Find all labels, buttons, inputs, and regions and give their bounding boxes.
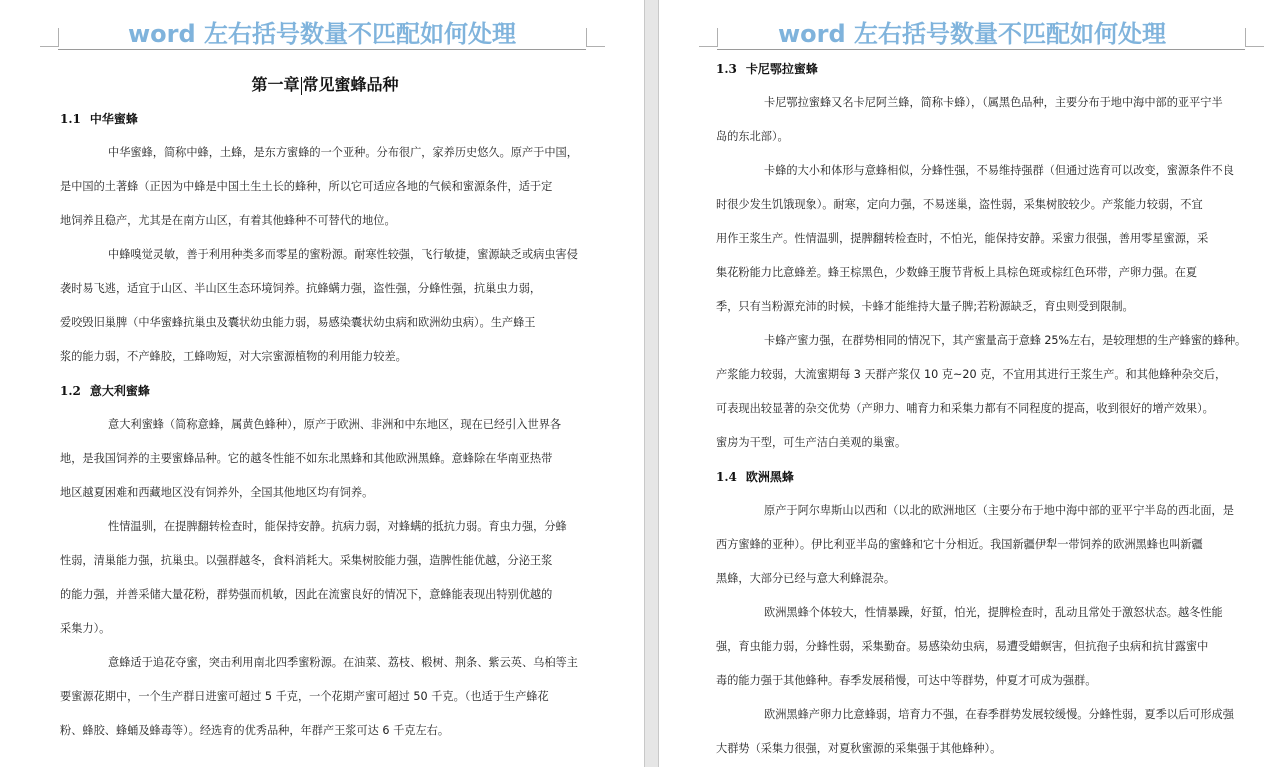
paragraph[interactable] <box>716 494 1246 596</box>
paragraph-line: 意蜂适于追花夺蜜，突击利用南北四季蜜粉源。在油菜、荔枝、椴树、荆条、紫云英、乌桕等主 <box>108 656 578 669</box>
section-number: 1.1 <box>60 112 81 126</box>
header-rule <box>58 49 586 50</box>
section-title: 意大利蜜蜂 <box>89 384 150 398</box>
section-number: 1.4 <box>716 470 737 484</box>
paragraph-line: 产浆能力较弱，大流蜜期每 3 天群产浆仅 10 克~20 克，不宜用其进行王浆生产。和其他蜂种杂交后， <box>716 368 1227 381</box>
paragraph-line: 欧洲黑蜂个体较大，性情暴躁，好蜇，怕光，提脾检查时，乱动且常处于激怒状态。越冬性能 <box>764 606 1223 619</box>
paragraph-line: 性弱，清巢能力强，抗巢虫。以强群越冬，食料消耗大。采集树胶能力强，造脾性能优越，分泌王浆 <box>60 554 553 567</box>
paragraph-line: 卡蜂的大小和体形与意蜂相似，分蜂性强，不易维持强群（但通过选育可以改变，蜜源条件不良 <box>764 164 1234 177</box>
paragraph-line: 要蜜源花期中，一个生产群日进蜜可超过 5 千克，一个花期产蜜可超过 50 千克。（也适于生产蜂花 <box>60 690 549 703</box>
section-heading <box>60 374 590 408</box>
paragraph-line: 大群势（采集力很强，对夏秋蜜源的采集强于其他蜂种）。 <box>716 742 1002 755</box>
paragraph-line: 中华蜜蜂，简称中蜂，土蜂，是东方蜜蜂的一个亚种。分布很广，家养历史悠久。原产于中国， <box>108 146 578 159</box>
crop-mark-top-right <box>1245 28 1264 47</box>
paragraph-line: 中蜂嗅觉灵敏，善于利用种类多而零星的蜜粉源。耐寒性较强，飞行敏捷，蜜源缺乏或病虫害侵 <box>108 248 578 261</box>
paragraph[interactable] <box>60 136 590 238</box>
paragraph-line: 季，只有当粉源充沛的时候，卡蜂才能维持大量子脾;若粉源缺乏，育虫则受到限制。 <box>716 300 1134 313</box>
paragraph[interactable] <box>716 596 1246 698</box>
paragraph-line: 是中国的土著蜂（正因为中蜂是中国土生土长的蜂种，所以它可适应各地的气候和蜜源条件，适于定 <box>60 180 553 193</box>
paragraph-line: 意大利蜜蜂（简称意蜂，属黄色蜂种），原产于欧洲、非洲和中东地区，现在已经引入世界各 <box>108 418 562 431</box>
section-title: 中华蜜蜂 <box>89 112 138 126</box>
chapter-name: 常见蜜蜂品种 <box>302 75 399 94</box>
paragraph[interactable] <box>716 698 1246 766</box>
document-page-right[interactable] <box>659 0 1285 767</box>
section-list <box>60 102 590 748</box>
paragraph-line: 袭时易飞逃，适宜于山区、半山区生态环境饲养。抗蜂螨力强，盗性强，分蜂性强，抗巢虫力弱， <box>60 282 542 295</box>
paragraph[interactable] <box>716 86 1246 154</box>
section-number: 1.3 <box>716 62 737 76</box>
section-title: 欧洲黑蜂 <box>745 470 794 484</box>
paragraph-line: 毒的能力强于其他蜂种。春季发展稍慢，可达中等群势，仲夏才可成为强群。 <box>716 674 1097 687</box>
chapter-title <box>60 68 590 102</box>
paragraph[interactable] <box>60 238 590 374</box>
paragraph-line: 地饲养且稳产，尤其是在南方山区，有着其他蜂种不可替代的地位。 <box>60 214 396 227</box>
section-heading <box>716 460 1246 494</box>
paragraph-line: 地区越夏困难和西藏地区没有饲养外，全国其他地区均有饲养。 <box>60 486 374 499</box>
paragraph-line: 西方蜜蜂的亚种）。伊比利亚半岛的蜜蜂和它十分相近。我国新疆伊犁一带饲养的欧洲黑蜂也叫新疆 <box>716 538 1203 551</box>
paragraph[interactable] <box>60 646 590 748</box>
paragraph-line: 黑蜂，大部分已经与意大利蜂混杂。 <box>716 572 896 585</box>
crop-mark-top-right <box>586 28 605 47</box>
header-rule <box>717 49 1245 50</box>
paragraph[interactable] <box>60 408 590 510</box>
paragraph-line: 性情温驯，在提脾翻转检查时，能保持安静。抗病力弱，对蜂螨的抵抗力弱。育虫力强，分蜂 <box>108 520 567 533</box>
paragraph-line: 时很少发生饥饿现象）。耐寒，定向力强，不易迷巢，盗性弱，采集树胶较少。产浆能力较弱，不宜 <box>716 198 1203 211</box>
paragraph-line: 浆的能力弱，不产蜂胶，工蜂吻短，对大宗蜜源植物的利用能力较差。 <box>60 350 407 363</box>
crop-mark-top-left <box>699 28 718 47</box>
section-list <box>716 52 1246 766</box>
paragraph[interactable] <box>60 510 590 646</box>
text-cursor <box>301 77 302 95</box>
paragraph-line: 地，是我国饲养的主要蜜蜂品种。它的越冬性能不如东北黑蜂和其他欧洲黑蜂。意蜂除在华南亚热带 <box>60 452 553 465</box>
paragraph-line: 粉、蜂胶、蜂蛹及蜂毒等）。经选育的优秀品种，年群产王浆可达 6 千克左右。 <box>60 724 450 737</box>
paragraph-line: 可表现出较显著的杂交优势（产卵力、哺育力和采集力都有不同程度的提高，收到很好的增产效果）。 <box>716 402 1214 415</box>
section-heading <box>60 102 590 136</box>
chapter-number: 第一章 <box>251 75 300 94</box>
page-body[interactable] <box>716 52 1246 766</box>
paragraph-line: 爱咬毁旧巢脾（中华蜜蜂抗巢虫及囊状幼虫能力弱，易感染囊状幼虫病和欧洲幼虫病）。生产蜂王 <box>60 316 536 329</box>
section-number: 1.2 <box>60 384 81 398</box>
paragraph-line: 用作王浆生产。性情温驯，提脾翻转检查时，不怕光，能保持安静。采蜜力很强，善用零星蜜源，采 <box>716 232 1209 245</box>
paragraph-line: 采集力）。 <box>60 622 111 635</box>
paragraph-line: 集花粉能力比意蜂差。蜂王棕黑色，少数蜂王腹节背板上具棕色斑或棕红色环带，产卵力强。在夏 <box>716 266 1198 279</box>
page-header-title: word 左右括号数量不匹配如何处理 <box>777 20 1167 48</box>
paragraph-line: 蜜房为干型，可生产洁白美观的巢蜜。 <box>716 436 907 449</box>
paragraph-line: 卡尼鄂拉蜜蜂又名卡尼阿兰蜂，简称卡蜂），（属黑色品种，主要分布于地中海中部的亚平宁半 <box>764 96 1223 109</box>
paragraph-line: 强，育虫能力弱，分蜂性弱，采集勤奋。易感染幼虫病，易遭受蜡螟害，但抗孢子虫病和抗甘露蜜中 <box>716 640 1209 653</box>
paragraph-line: 卡蜂产蜜力强，在群势相同的情况下，其产蜜量高于意蜂 25%左右，是较理想的生产蜂蜜的蜂种。 <box>764 334 1246 347</box>
crop-mark-top-left <box>40 28 59 47</box>
page-body[interactable] <box>60 52 590 748</box>
paragraph[interactable] <box>716 154 1246 324</box>
section-heading <box>716 52 1246 86</box>
section-title: 卡尼鄂拉蜜蜂 <box>745 62 818 76</box>
page-header-title: word 左右括号数量不匹配如何处理 <box>127 20 517 48</box>
paragraph-line: 原产于阿尔卑斯山以西和（以北的欧洲地区（主要分布于地中海中部的亚平宁半岛的西北面，是 <box>764 504 1234 517</box>
paragraph-line: 的能力强，并善采储大量花粉，群势强而机敏，因此在流蜜良好的情况下，意蜂能表现出特别优越的 <box>60 588 553 601</box>
paragraph-line: 欧洲黑蜂产卵力比意蜂弱，培育力不强，在春季群势发展较缓慢。分蜂性弱，夏季以后可形成强 <box>764 708 1234 721</box>
paragraph[interactable] <box>716 324 1246 460</box>
paragraph-line: 岛的东北部）。 <box>716 130 789 143</box>
